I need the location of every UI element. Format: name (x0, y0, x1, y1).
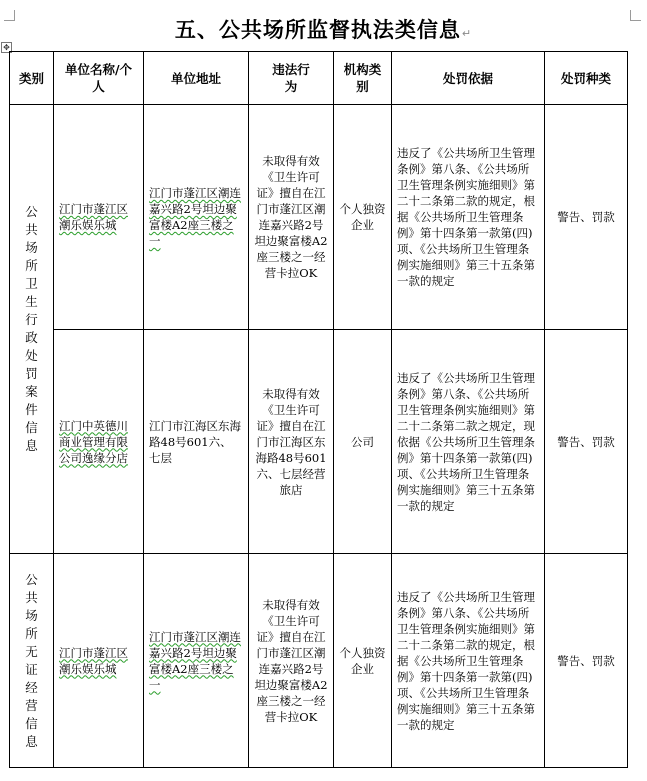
paragraph-mark-icon: ↵ (461, 27, 473, 40)
violation-cell: 未取得有效《卫生许可证》擅自在江门市蓬江区潮连嘉兴路2号坦边聚富楼A2座三楼之一经营卡拉OK (249, 554, 334, 768)
unit-address-cell: 江门市蓬江区潮连嘉兴路2号坦边聚富楼A2座三楼之一 (144, 554, 249, 768)
header-penalty-basis: 处罚依据 (392, 52, 545, 105)
table-row (10, 330, 628, 554)
header-row (10, 52, 628, 105)
category-label: 公共场所卫生行政处罚案件信息 (25, 204, 38, 453)
table-move-handle-icon[interactable]: ✥ (1, 42, 12, 53)
penalty-basis-cell: 违反了《公共场所卫生管理条例》第八条、《公共场所卫生管理条例实施细则》第二十二条第二款的规定，根据《公共场所卫生管理条例》第十四条第一款第(四)项、《公共场所卫生管理条例实施细则》第三十五条第一款的规定 (392, 105, 545, 330)
table-row (10, 105, 628, 330)
violation-cell: 未取得有效《卫生许可证》擅自在江门市蓬江区潮连嘉兴路2号坦边聚富楼A2座三楼之一经营卡拉OK (249, 105, 334, 330)
category-cell-2 (10, 554, 54, 768)
category-label: 公共场所无证经营信息 (25, 571, 38, 749)
category-cell-1 (10, 105, 54, 554)
header-category: 类别 (10, 52, 54, 105)
header-unit-name: 单位名称/个人 (54, 52, 144, 105)
unit-name-cell: 江门市蓬江区潮乐娱乐城 (54, 554, 144, 768)
org-type-cell: 个人独资企业 (334, 554, 392, 768)
penalty-type-cell: 警告、罚款 (545, 330, 628, 554)
enforcement-info-table (9, 51, 628, 768)
unit-name-cell: 江门中英德川商业管理有限公司逸缘分店 (54, 330, 144, 554)
violation-cell: 未取得有效《卫生许可证》擅自在江门市江海区东海路48号601六、七层经营旅店 (249, 330, 334, 554)
unit-address-cell: 江门市江海区东海路48号601六、七层 (144, 330, 249, 554)
org-type-cell: 公司 (334, 330, 392, 554)
unit-name-cell: 江门市蓬江区潮乐娱乐城 (54, 105, 144, 330)
penalty-basis-cell: 违反了《公共场所卫生管理条例》第八条、《公共场所卫生管理条例实施细则》第二十二条第二款的规定，根据《公共场所卫生管理条例》第十四条第一款第(四)项、《公共场所卫生管理条例实施细则》第三十五条第一款的规定 (392, 554, 545, 768)
header-org-type: 机构类别 (334, 52, 392, 105)
penalty-type-cell: 警告、罚款 (545, 105, 628, 330)
org-type-cell: 个人独资企业 (334, 105, 392, 330)
document-title (0, 14, 647, 44)
penalty-type-cell: 警告、罚款 (545, 554, 628, 768)
header-penalty-type: 处罚种类 (545, 52, 628, 105)
title-text: 五、公共场所监督执法类信息 (174, 18, 461, 42)
header-violation: 违法行为 (249, 52, 334, 105)
table-row (10, 554, 628, 768)
penalty-basis-cell: 违反了《公共场所卫生管理条例》第八条、《公共场所卫生管理条例实施细则》第二十二条第二款之规定，现依据《公共场所卫生管理条例》第十四条第一款第(四)项、《公共场所卫生管理条例实施细则》第三十五条第一款的规定 (392, 330, 545, 554)
unit-address-cell: 江门市蓬江区潮连嘉兴路2号坦边聚富楼A2座三楼之一 (144, 105, 249, 330)
header-unit-address: 单位地址 (144, 52, 249, 105)
